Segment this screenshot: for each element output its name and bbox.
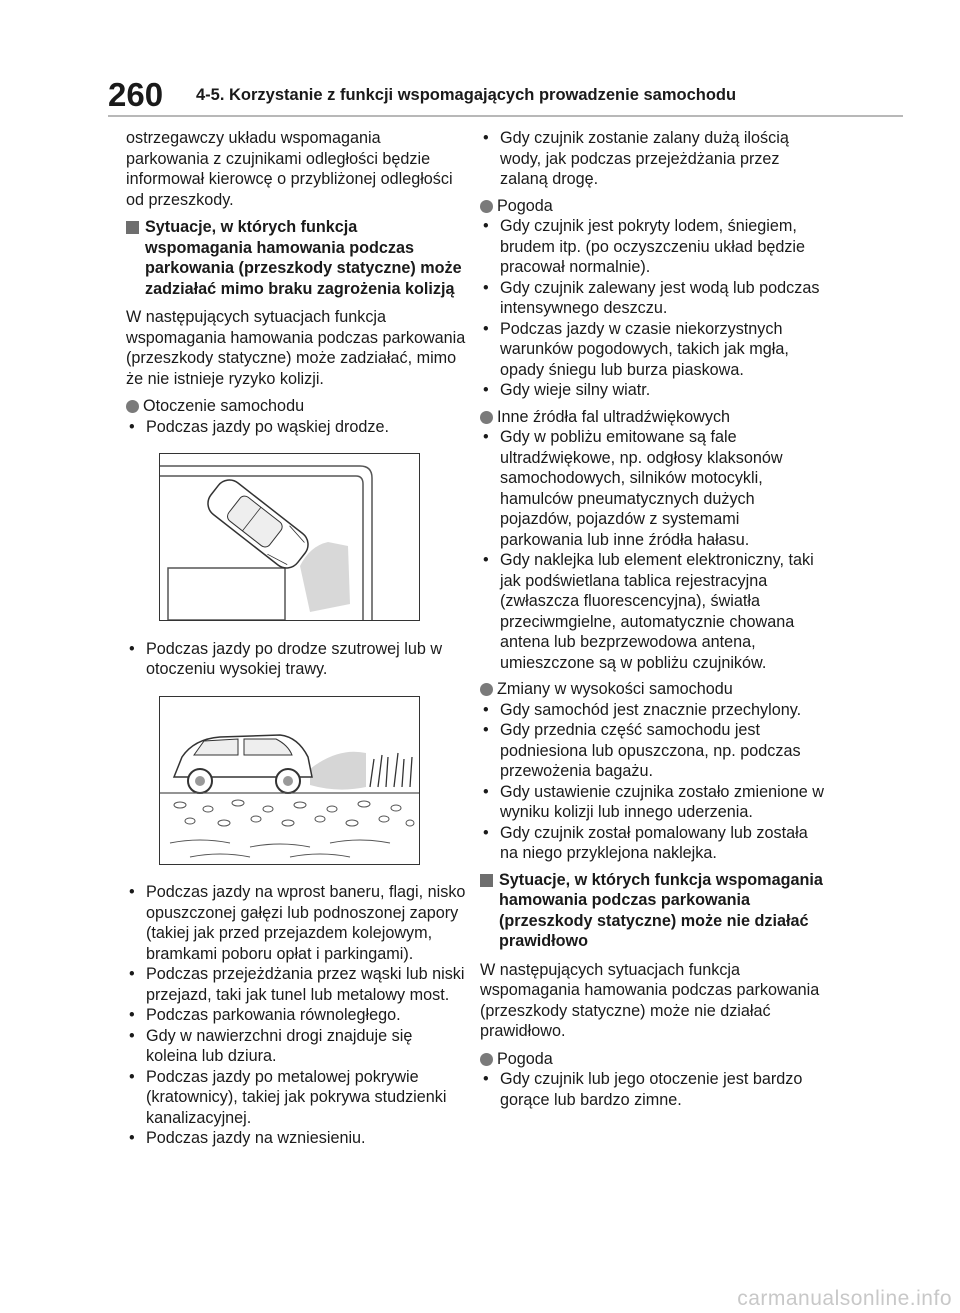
square-bullet-icon [480,874,493,887]
subheading-text: Zmiany w wysokości samochodu [497,680,733,698]
list-surroundings-2 [126,639,466,680]
square-bullet-icon [126,221,139,234]
heading-text: Sytuacje, w których funkcja wspomagania hamowania podczas parkowania (przeszkody statyczne) może nie działać prawidłowo [499,870,823,950]
circle-bullet-icon [480,1053,493,1066]
header-rule [108,115,903,117]
section-heading-malfunction [480,870,825,952]
list-item: • Gdy czujnik zostanie zalany dużą ilością wody, jak podczas przejeżdżania przez zalaną drogę. [480,128,825,190]
list-item: • Gdy wieje silny wiatr. [480,380,825,401]
page-number: 260 [108,76,164,113]
subheading-text: Pogoda [497,196,553,215]
list-item: • Podczas jazdy na wzniesieniu. [126,1128,466,1149]
list-item: • Gdy ustawienie czujnika zostało zmienione w wyniku kolizji lub innego uderzenia. [480,782,825,823]
list-item: • Gdy samochód jest znacznie przechylony. [480,700,825,721]
subheading-weather [480,196,825,217]
section-heading-false-activation [126,217,466,299]
subheading-vehicle-height [480,679,825,700]
subheading-ultrasonic [480,407,825,428]
list-item: • Podczas jazdy na wprost baneru, flagi, nisko opuszczonej gałęzi lub podnoszonej zapory (takiej jak przed przejazdem kolejowym, bramkami poboru opłat i parkingami). [126,882,466,964]
list-water [480,128,825,190]
list-surroundings-3 [126,882,466,1149]
list-item: • Podczas jazdy po wąskiej drodze. [126,417,466,438]
list-item: • Gdy w pobliżu emitowane są fale ultradźwiękowe, np. odgłosy klaksonów samochodowych, silników motocykli, hamulców pneumatycznych dużych pojazdów, pojazdów z systemami parkowania lub inne źródła hałasu. [480,427,825,550]
list-vehicle-height [480,700,825,864]
circle-bullet-icon [480,411,493,424]
left-column [126,128,466,1155]
right-column [480,128,825,1116]
list-item: • Podczas parkowania równoległego. [126,1005,466,1026]
narrow-road-illustration [159,453,420,621]
list-weather-2 [480,1069,825,1110]
circle-bullet-icon [480,200,493,213]
list-ultrasonic [480,427,825,673]
section-title: 4-5. Korzystanie z funkcji wspomagających prowadzenie samochodu [196,86,737,104]
circle-bullet-icon [126,400,139,413]
subheading-weather-2 [480,1049,825,1070]
list-item: • Gdy przednia część samochodu jest podniesiona lub opuszczona, np. podczas przewożenia bagażu. [480,720,825,782]
subheading-surroundings [126,396,466,417]
list-item: • Podczas jazdy po drodze szutrowej lub w otoczeniu wysokiej trawy. [126,639,466,680]
list-surroundings-1 [126,417,466,438]
list-item: • Podczas jazdy w czasie niekorzystnych warunków pogodowych, takich jak mgła, opady śniegu lub burza piaskowa. [480,319,825,381]
subheading-text: Pogoda [497,1049,553,1068]
list-weather [480,216,825,401]
gravel-grass-illustration [159,696,420,865]
body-paragraph: W następujących sytuacjach funkcja wspomagania hamowania podczas parkowania (przeszkody statyczne) może zadziałać, mimo że nie istnieje ryzyko kolizji. [126,308,466,388]
list-item: • Gdy w nawierzchni drogi znajduje się koleina lub dziura. [126,1026,466,1067]
list-item: • Gdy czujnik został pomalowany lub została na niego przyklejona naklejka. [480,823,825,864]
list-item: • Gdy naklejka lub element elektroniczny, taki jak podświetlana tablica rejestracyjna (zwłaszcza fluorescencyjna), światła przeciwmgielne, automatycznie chowana antena lub bezprzewodowa antena, umieszczone są w pobliżu czujników. [480,550,825,673]
list-item: • Gdy czujnik zalewany jest wodą lub podczas intensywnego deszczu. [480,278,825,319]
list-item: • Gdy czujnik jest pokryty lodem, śniegiem, brudem itp. (po oczyszczeniu układ będzie pracował normalnie). [480,216,825,278]
body-paragraph-2: W następujących sytuacjach funkcja wspomagania hamowania podczas parkowania (przeszkody statyczne) może nie działać prawidłowo. [480,960,820,1040]
list-item: • Gdy czujnik lub jego otoczenie jest bardzo gorące lub bardzo zimne. [480,1069,825,1110]
watermark: carmanualsonline.info [737,1287,952,1310]
subheading-text: Inne źródła fal ultradźwiękowych [497,407,731,426]
list-item: • Podczas jazdy po metalowej pokrywie (kratownicy), takiej jak pokrywa studzienki kanalizacyjnej. [126,1067,466,1129]
circle-bullet-icon [480,683,493,696]
list-item: • Podczas przejeżdżania przez wąski lub niski przejazd, taki jak tunel lub metalowy most. [126,964,466,1005]
subheading-text: Otoczenie samochodu [143,397,305,415]
intro-paragraph: ostrzegawczy układu wspomagania parkowania z czujnikami odległości będzie informował kierowcę o przybliżonej odległości od przeszkody. [126,129,453,209]
heading-text: Sytuacje, w których funkcja wspomagania hamowania podczas parkowania (przeszkody statyczne) może zadziałać mimo braku zagrożenia kolizją [145,218,462,298]
